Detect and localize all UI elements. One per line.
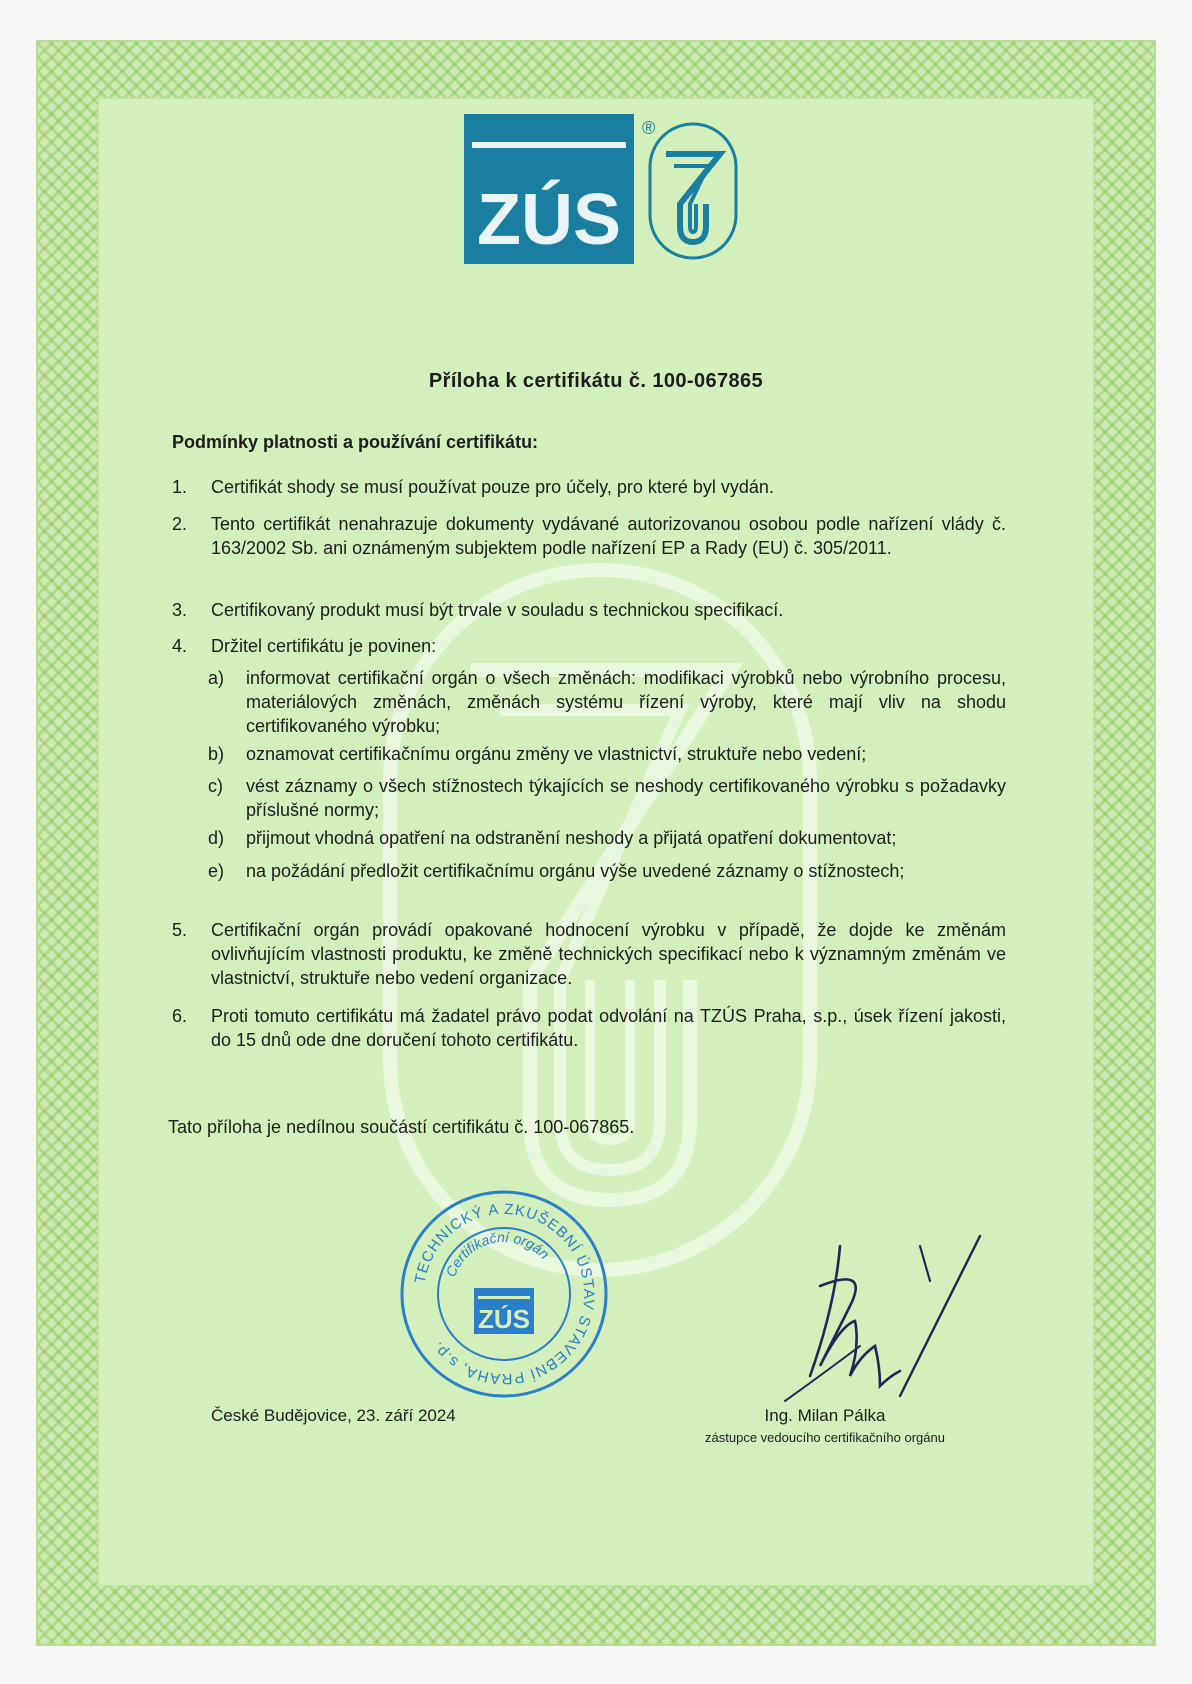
item-number: 3. [172, 600, 188, 620]
item-number: 6. [172, 1006, 188, 1026]
item-text: Proti tomuto certifikátu má žadatel právo podat odvolání na TZÚS Praha, s.p., úsek řízení jakosti, do 15 dnů ode dne doručení tohoto certifikátu. [211, 1006, 1006, 1050]
item-number: 5. [172, 920, 188, 940]
stamp-logo-text: ZÚS [478, 1304, 530, 1334]
annex-note: Tato příloha je nedílnou součástí certifikátu č. 100-067865. [168, 1117, 635, 1137]
sub-item-letter: b) [208, 744, 225, 764]
stamp-outer-text: TECHNICKÝ A ZKUŠEBNÍ ÚSTAV STAVEBNÍ PRAHA, s.p. [411, 1200, 598, 1388]
item-text: Tento certifikát nenahrazuje dokumenty vydávané autorizovanou osobou podle nařízení vlády č. 163/2002 Sb. ani oznámeným subjektem podle nařízení EP a Rady (EU) č. 305/2011. [211, 514, 1006, 558]
item-text: Certifikovaný produkt musí být trvale v souladu s technickou specifikací. [211, 600, 784, 620]
sub-item-text: vést záznamy o všech stížnostech týkajících se neshody certifikovaného výrobku s požadavky příslušné normy; [246, 776, 1006, 820]
sub-item-text: přijmout vhodná opatření na odstranění neshody a přijatá opatření dokumentovat; [246, 828, 897, 848]
signer-role: zástupce vedoucího certifikačního orgánu [705, 1430, 945, 1445]
sub-item-text: na požádání předložit certifikačnímu orgánu výše uvedené záznamy o stížnostech; [246, 861, 905, 881]
place-and-date: České Budějovice, 23. září 2024 [211, 1406, 456, 1425]
item-text: Certifikační orgán provádí opakované hodnocení výrobku v případě, že dojde ke změnám ovlivňujícím vlastnosti produktu, ke změně technických specifikací nebo k významným změnám ve vlastnictví, struktuře nebo vedení organizace. [211, 920, 1006, 988]
official-stamp [398, 1188, 610, 1400]
conditions-heading: Podmínky platnosti a používání certifikátu: [172, 432, 539, 452]
stamp-inner-text: Certifikační orgán [442, 1228, 553, 1280]
sub-item-letter: a) [208, 668, 225, 688]
signer-block [660, 1406, 990, 1445]
signer-name: Ing. Milan Pálka [764, 1406, 886, 1425]
zus-logo [464, 114, 744, 264]
handwritten-signature [780, 1226, 1000, 1416]
item-text: Držitel certifikátu je povinen: [211, 636, 437, 656]
sub-item-text: oznamovat certifikačnímu orgánu změny ve vlastnictví, struktuře nebo vedení; [246, 744, 867, 764]
sub-item-text: informovat certifikační orgán o všech změnách: modifikaci výrobků nebo výrobního procesu, materiálových změnách, změnách systému řízení výroby, které mají vliv na shodu certifikovaného výrobku; [246, 668, 1006, 736]
logo-text: ZÚS [477, 180, 621, 260]
item-number: 2. [172, 514, 188, 534]
item-number: 1. [172, 477, 188, 497]
sub-item-letter: d) [208, 828, 225, 848]
sub-item-letter: e) [208, 861, 225, 881]
document-title: Příloha k certifikátu č. 100-067865 [428, 370, 764, 392]
sub-item-letter: c) [208, 776, 223, 796]
item-text: Certifikát shody se musí používat pouze pro účely, pro které byl vydán. [211, 477, 774, 497]
item-number: 4. [172, 636, 188, 656]
registered-mark: ® [642, 118, 656, 138]
